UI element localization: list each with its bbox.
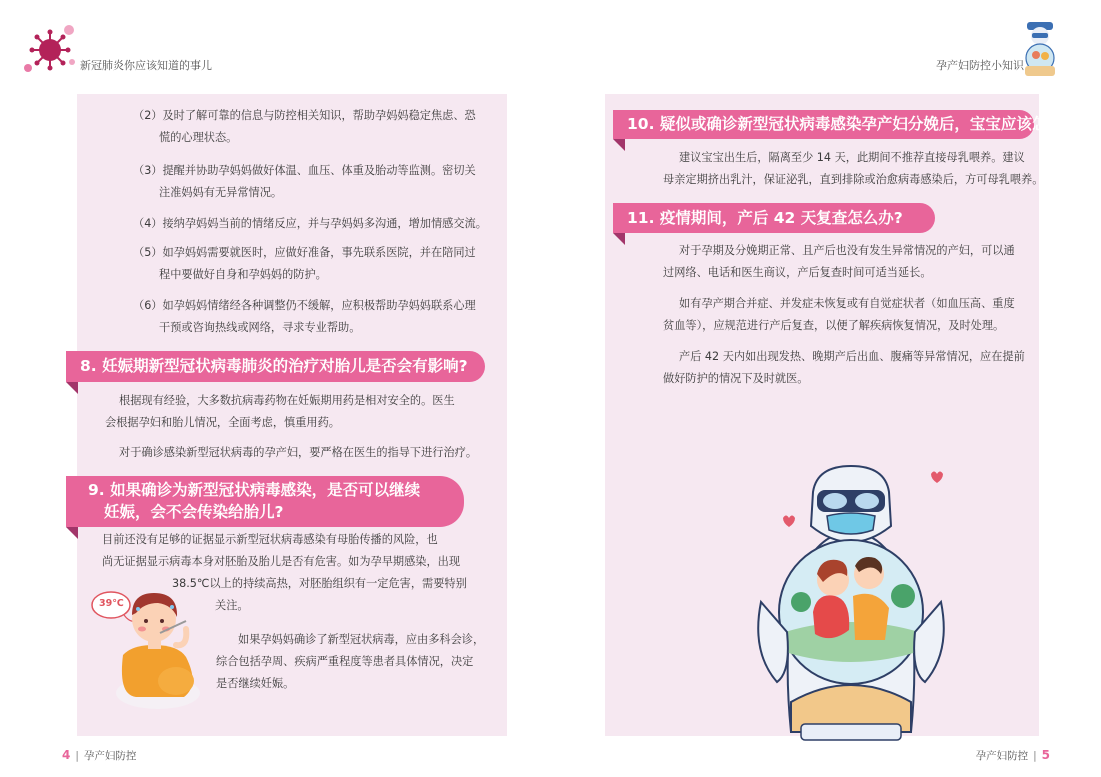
list-item: （3）提醒并协助孕妈妈做好体温、血压、体重及胎动等监测。密切关 注准妈妈有无异常情况。 [133, 164, 476, 199]
q8-paragraph: 根据现有经验，大多数抗病毒药物在妊娠期用药是相对安全的。医生 会根据孕妇和胎儿情况，全面考虑，慎重用药。 [105, 394, 455, 429]
left-running-header: 新冠肺炎你应该知道的事儿 [80, 59, 212, 72]
q9-paragraph: 如果孕妈妈确诊了新型冠状病毒，应由多科会诊， 综合包括孕周、疾病严重程度等患者具体情况，决定 是否继续妊娠。 [216, 633, 485, 690]
q11-paragraph: 产后 42 天内如出现发热、晚期产后出血、腹痛等异常情况，应在提前 做好防护的情况下及时就医。 [663, 350, 1025, 385]
q9-paragraph: 目前还没有足够的证据显示新型冠状病毒感染有母胎传播的风险，也 尚无证据显示病毒本身对胚胎及胎儿是否有危害。如为孕早期感染，出现 38.5℃以上的持续高热，对胚胎组织有一定危害，需要特别 关注。 [102, 533, 467, 612]
right-footer: 孕产妇防控 | 5 [975, 748, 1050, 762]
question-10-heading: 10. 疑似或确诊新型冠状病毒感染孕产妇分娩后，宝宝应该怎么办? [613, 110, 1034, 139]
q10-paragraph: 建议宝宝出生后，隔离至少 14 天，此期间不推荐直接母乳喂养。建议 母亲定期挤出乳汁，保证泌乳，直到排除或治愈病毒感染后，方可母乳喂养。 [663, 151, 1044, 186]
medic-with-family-globe-icon [751, 462, 951, 740]
right-page [551, 0, 1101, 777]
page-number: 4 [62, 748, 71, 762]
page-number: 5 [1041, 748, 1050, 762]
list-item: （5）如孕妈妈需要就医时，应做好准备，事先联系医院，并在陪同过 程中要做好自身和孕妈妈的防护。 [133, 246, 476, 281]
temperature-label: 39℃ [99, 598, 124, 609]
question-11-heading: 11. 疫情期间，产后 42 天复查怎么办? [613, 203, 935, 233]
list-item: （2）及时了解可靠的信息与防控相关知识，帮助孕妈妈稳定焦虑、恐 慌的心理状态。 [133, 109, 476, 144]
question-9-heading: 9. 如果确诊为新型冠状病毒感染，是否可以继续 妊娠，会不会传染给胎儿? [66, 476, 464, 527]
q11-paragraph: 如有孕产期合并症、并发症未恢复或有自觉症状者（如血压高、重度 贫血等），应规范进行产后复查，以便了解疾病恢复情况，及时处理。 [663, 297, 1015, 332]
footer-section: 孕产妇防控 [83, 750, 137, 762]
q8-paragraph: 对于确诊感染新型冠状病毒的孕产妇，要严格在医生的指导下进行治疗。 [119, 446, 478, 459]
medic-family-decoration-icon [1017, 18, 1063, 78]
footer-section: 孕产妇防控 [975, 750, 1029, 762]
list-item: （6）如孕妈妈情绪经各种调整仍不缓解，应积极帮助孕妈妈联系心理 干预或咨询热线或网络，寻求专业帮助。 [133, 299, 476, 334]
question-8-heading: 8. 妊娠期新型冠状病毒肺炎的治疗对胎儿是否会有影响? [66, 351, 485, 382]
right-running-header: 孕产妇防控小知识 [936, 59, 1024, 72]
list-item: （4）接纳孕妈妈当前的情绪反应，并与孕妈妈多沟通，增加情感交流。 [133, 217, 487, 230]
left-footer: 4 | 孕产妇防控 [62, 748, 137, 762]
q11-paragraph: 对于孕期及分娩期正常、且产后也没有发生异常情况的产妇，可以通 过网络、电话和医生商议，产后复查时间可适当延长。 [663, 244, 1015, 279]
virus-decoration-icon [20, 18, 80, 78]
